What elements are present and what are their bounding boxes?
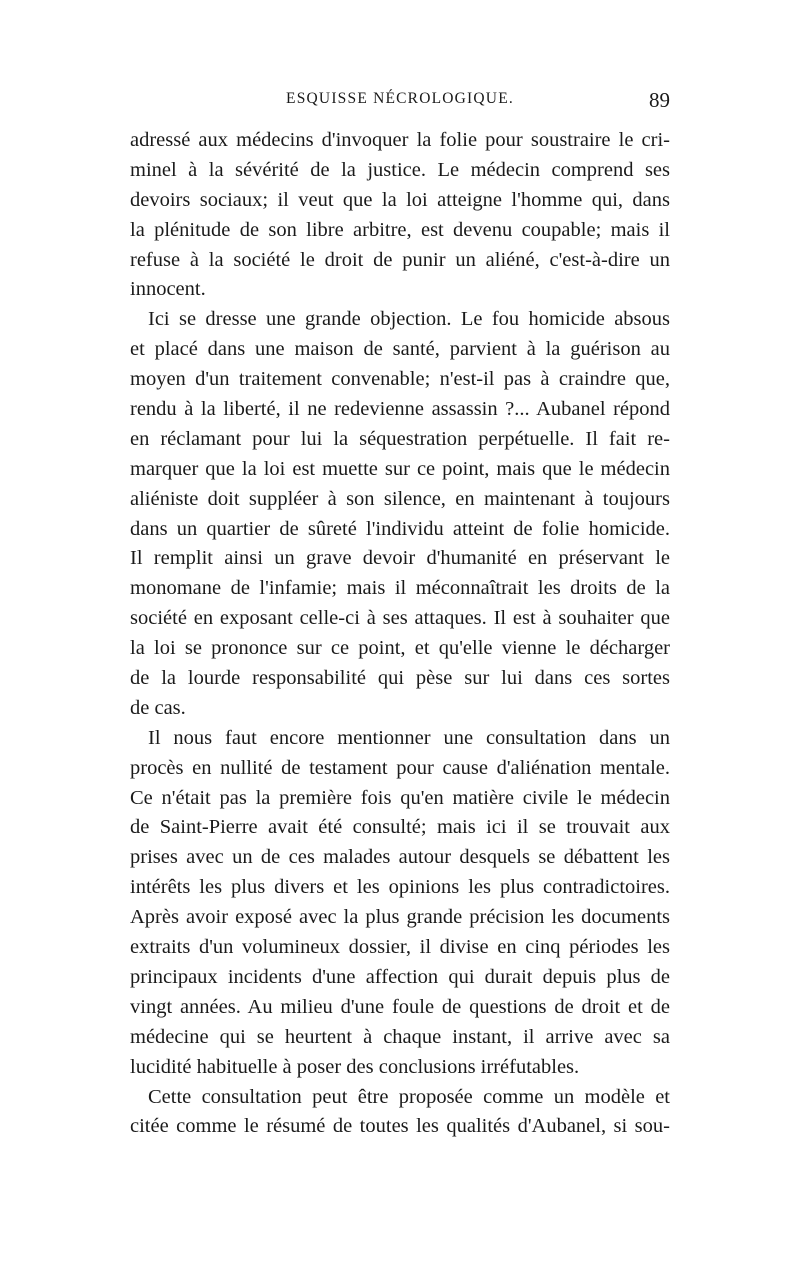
text-line: marquer que la loi est muette sur ce point, mais que le médecin bbox=[130, 457, 670, 480]
text-line: Cette consultation peut être proposée comme un modèle et bbox=[148, 1085, 670, 1108]
text-line: Ici se dresse une grande objection. Le fou homicide absous bbox=[148, 308, 670, 331]
text-line: Après avoir exposé avec la plus grande précision les documents bbox=[130, 906, 670, 929]
text-line: de la lourde responsabilité qui pèse sur lui dans ces sortes bbox=[130, 667, 670, 690]
body-text bbox=[130, 126, 670, 1142]
running-title: ESQUISSE NÉCROLOGIQUE. bbox=[286, 90, 514, 107]
text-line: dans un quartier de sûreté l'individu atteint de folie homicide. bbox=[130, 517, 670, 540]
page-number: 89 bbox=[649, 88, 670, 112]
text-line: extraits d'un volumineux dossier, il divise en cinq périodes les bbox=[130, 936, 670, 959]
text-line: la plénitude de son libre arbitre, est devenu coupable; mais il bbox=[130, 218, 670, 241]
text-line: de cas. bbox=[130, 696, 186, 719]
text-line: en réclamant pour lui la séquestration perpétuelle. Il fait re- bbox=[130, 427, 670, 450]
text-line: devoirs sociaux; il veut que la loi atteigne l'homme qui, dans bbox=[130, 188, 670, 211]
text-line: minel à la sévérité de la justice. Le médecin comprend ses bbox=[130, 158, 670, 181]
text-line: et placé dans une maison de santé, parvient à la guérison au bbox=[130, 338, 670, 361]
text-line: intérêts les plus divers et les opinions les plus contradictoires. bbox=[130, 876, 670, 899]
text-line: Il nous faut encore mentionner une consultation dans un bbox=[148, 726, 670, 749]
text-line: médecine qui se heurtent à chaque instant, il arrive avec sa bbox=[130, 1025, 670, 1048]
text-line: la loi se prononce sur ce point, et qu'elle vienne le décharger bbox=[130, 637, 670, 660]
text-line: de Saint-Pierre avait été consulté; mais ici il se trouvait aux bbox=[130, 816, 670, 839]
text-line: Il remplit ainsi un grave devoir d'humanité en préservant le bbox=[130, 547, 670, 570]
text-line: refuse à la société le droit de punir un aliéné, c'est-à-dire un bbox=[130, 248, 670, 271]
running-head bbox=[130, 90, 670, 120]
text-line: moyen d'un traitement convenable; n'est-il pas à craindre que, bbox=[130, 368, 670, 391]
text-line: innocent. bbox=[130, 278, 206, 301]
text-line: lucidité habituelle à poser des conclusions irréfutables. bbox=[130, 1055, 580, 1078]
text-line: aliéniste doit suppléer à son silence, en maintenant à toujours bbox=[130, 487, 670, 510]
text-line: Ce n'était pas la première fois qu'en matière civile le médecin bbox=[130, 786, 670, 809]
text-line: principaux incidents d'une affection qui durait depuis plus de bbox=[130, 965, 670, 988]
text-line: adressé aux médecins d'invoquer la folie pour soustraire le cri- bbox=[130, 129, 670, 151]
text-line: monomane de l'infamie; mais il méconnaîtrait les droits de la bbox=[130, 577, 670, 600]
text-line: prises avec un de ces malades autour desquels se débattent les bbox=[130, 846, 670, 869]
text-line: procès en nullité de testament pour cause d'aliénation mentale. bbox=[130, 756, 670, 779]
text-line: citée comme le résumé de toutes les qualités d'Aubanel, si sou- bbox=[130, 1115, 670, 1138]
text-line: rendu à la liberté, il ne redevienne assassin ?... Aubanel répond bbox=[130, 398, 670, 421]
text-line: société en exposant celle-ci à ses attaques. Il est à souhaiter que bbox=[130, 607, 670, 630]
text-line: vingt années. Au milieu d'une foule de questions de droit et de bbox=[130, 995, 670, 1018]
